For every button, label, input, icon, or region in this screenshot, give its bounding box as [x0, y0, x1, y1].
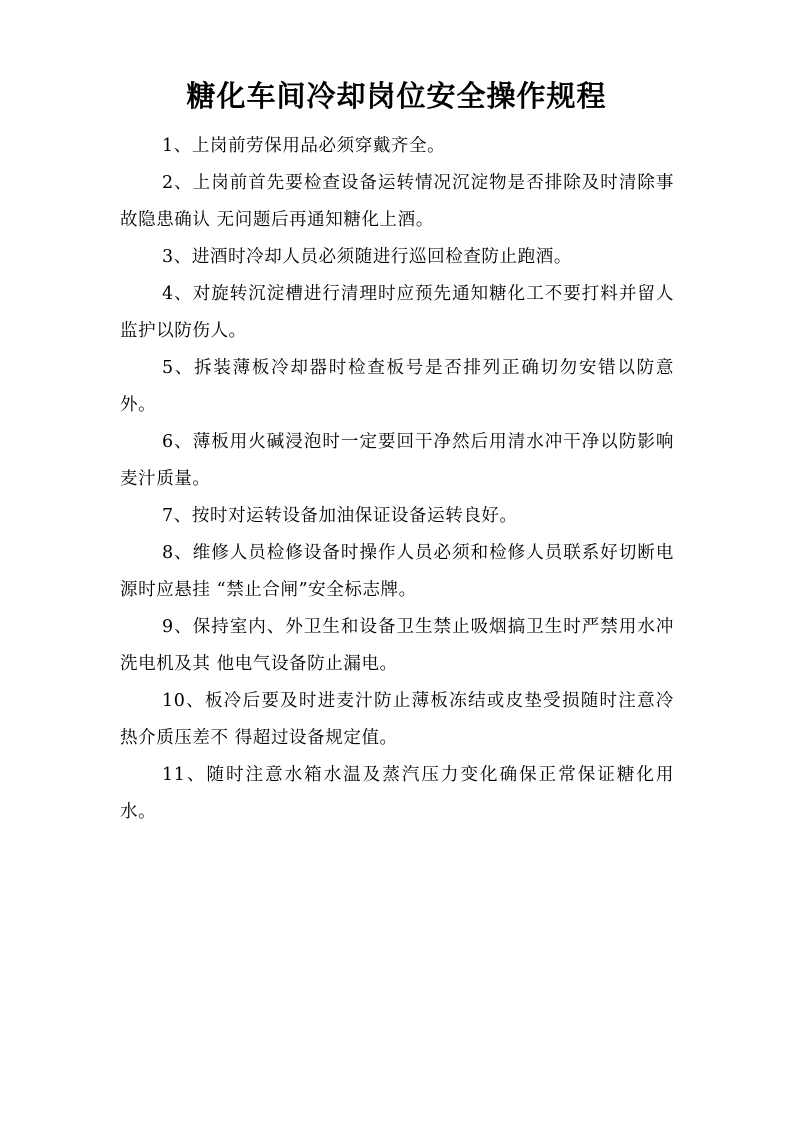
rule-item: 5、拆装薄板冷却器时检查板号是否排列正确切勿安错以防意外。 — [120, 358, 674, 415]
rule-item: 2、上岗前首先要检查设备运转情况沉淀物是否排除及时清除事故隐患确认 无问题后再通知糖化上酒。 — [120, 173, 674, 230]
rule-item: 9、保持室内、外卫生和设备卫生禁止吸烟搞卫生时严禁用水冲洗电机及其 他电气设备防止漏电。 — [120, 617, 674, 674]
rule-item: 7、按时对运转设备加油保证设备运转良好。 — [162, 506, 518, 526]
rule-item: 11、随时注意水箱水温及蒸汽压力变化确保正常保证糖化用水。 — [120, 765, 674, 822]
rules-list — [120, 128, 674, 831]
rule-item: 6、薄板用火碱浸泡时一定要回干净然后用清水冲干净以防影响麦汁质量。 — [120, 432, 674, 489]
rule-item: 8、维修人员检修设备时操作人员必须和检修人员联系好切断电源时应悬挂 “禁止合闸”安全标志牌。 — [120, 543, 674, 600]
rule-item: 4、对旋转沉淀槽进行清理时应预先通知糖化工不要打料并留人监护以防伤人。 — [120, 284, 674, 341]
rule-item: 3、进酒时冷却人员必须随进行巡回检查防止跑酒。 — [162, 247, 572, 267]
rule-item: 1、上岗前劳保用品必须穿戴齐全。 — [162, 136, 446, 156]
rule-item: 10、板冷后要及时进麦汁防止薄板冻结或皮垫受损随时注意冷热介质压差不 得超过设备规定值。 — [120, 691, 674, 748]
document-title: 糖化车间冷却岗位安全操作规程 — [186, 79, 607, 113]
